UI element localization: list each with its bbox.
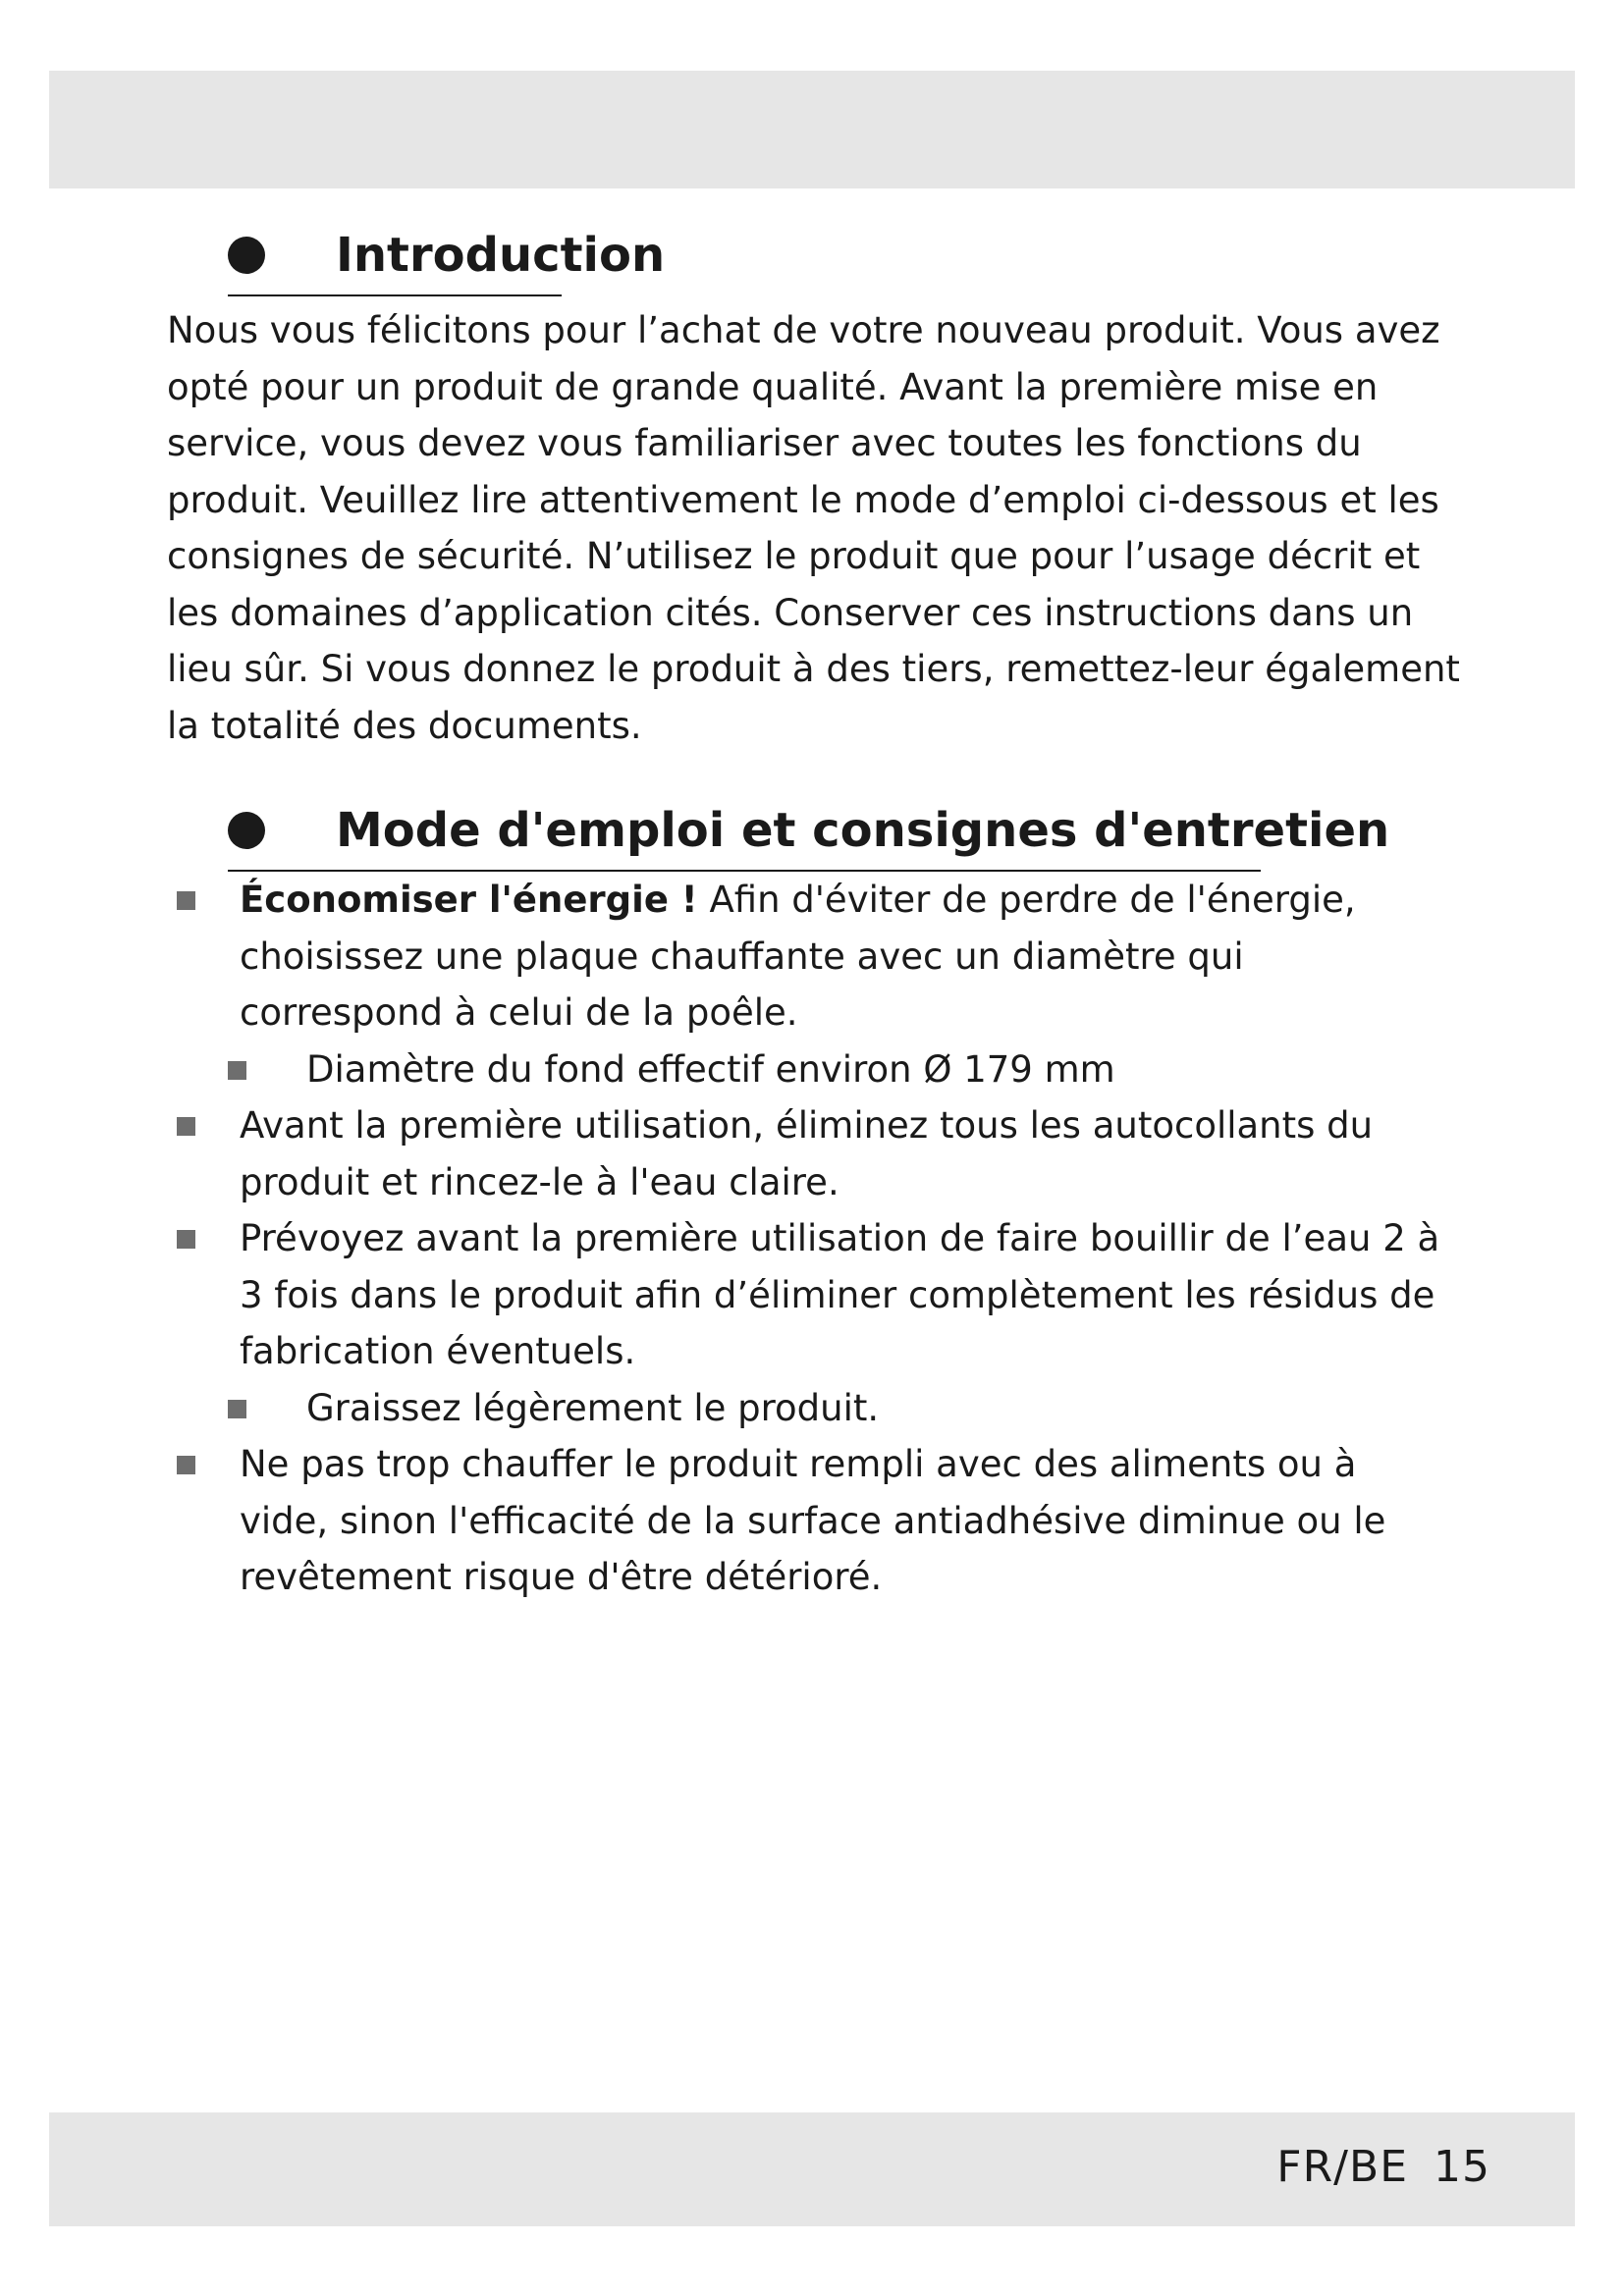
square-bullet-icon (177, 1456, 195, 1474)
list-item-text: Avant la première utilisation, éliminez tous les autocollants du produit et rincez-le à l'eau claire. (240, 1104, 1374, 1203)
square-bullet-icon (228, 1061, 246, 1080)
header-band (49, 71, 1575, 188)
footer-locale: FR/BE (1276, 2142, 1408, 2192)
page-number: 15 (1434, 2142, 1490, 2192)
list-item (0, 1436, 1447, 1606)
list-item-text: Ne pas trop chauffer le produit rempli avec des aliments ou à vide, sinon l'efficacité de la surface antiadhésive diminue ou le revêtement risque d'être détérioré. (240, 1443, 1386, 1598)
square-bullet-icon (177, 1117, 195, 1136)
square-bullet-icon (228, 1400, 246, 1418)
list-item (0, 1210, 1447, 1380)
instruction-list (0, 872, 1624, 1606)
list-item (0, 1380, 1445, 1437)
square-bullet-icon (177, 891, 195, 910)
square-bullet-icon (177, 1230, 195, 1249)
intro-paragraph: Nous vous félicitons pour l’achat de votre nouveau produit. Vous avez opté pour un produit de grande qualité. Avant la première mise en service, vous devez vous familiariser avec toutes les fonctions du produit. Veuillez lire attentivement le mode d’emploi ci-dessous et les consignes de sécurité. N’utilisez le produit que pour l’usage décrit et les domaines d’application cités. Conserver ces instructions dans un lieu sûr. Si vous donnez le produit à des tiers, remettez-leur également la totalité des documents. (167, 309, 1460, 747)
list-item (0, 1041, 1445, 1098)
list-item-bold-lead: Économiser l'énergie ! (240, 879, 698, 921)
list-item-text: Afin d'éviter de perdre de l'énergie, choisissez une plaque chauffante avec un diamètre qui correspond à celui de la poêle. (240, 879, 1356, 1034)
list-item-text: Diamètre du fond effectif environ Ø 179 mm (306, 1047, 1115, 1091)
list-item-text: Prévoyez avant la première utilisation de faire bouillir de l’eau 2 à 3 fois dans le produit afin d’éliminer complètement les résidus de fabrication éventuels. (240, 1217, 1440, 1372)
section-title: Mode d'emploi et consignes d'entretien (336, 803, 1390, 858)
heading-underline (228, 294, 562, 296)
list-item-text: Graissez légèrement le produit. (306, 1386, 880, 1429)
list-item (0, 872, 1447, 1041)
footer-page-marker (1276, 2142, 1490, 2192)
bullet-dot-icon (228, 812, 265, 849)
section-heading-introduction (228, 228, 665, 283)
section-heading-mode-emploi (228, 803, 1389, 858)
section-title: Introduction (336, 228, 666, 283)
bullet-dot-icon (228, 237, 265, 274)
list-item (0, 1097, 1447, 1210)
